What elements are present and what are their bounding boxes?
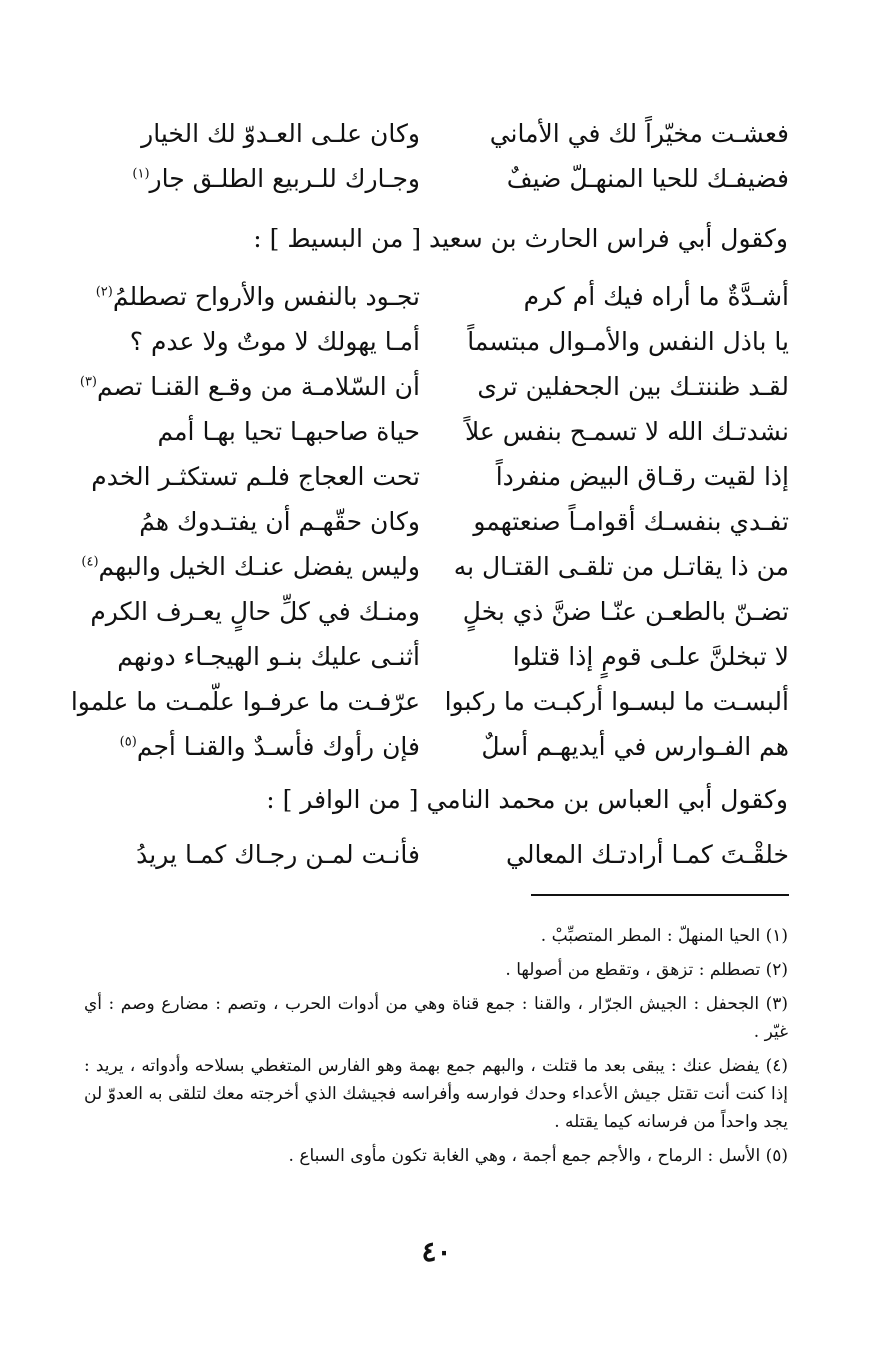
hemistich-text: فأنـت لمـن رجـاك كمـا يريدُ: [136, 840, 420, 869]
hemistich-text: عرّفـت ما عرفـوا علّمـت ما علموا: [70, 687, 420, 716]
verse-second-hemistich: [85, 320, 420, 364]
verse-line: [85, 590, 789, 634]
verse-first-hemistich: إذا لقيت رقـاق البيض منفرداً: [495, 462, 789, 491]
footnote-item: (٣) الجحفل : الجيش الجرّار ، والقنا : جمع قناة وهي من أدوات الحرب ، وتصم : مضارع وصم : أي غيّر .: [84, 994, 788, 1042]
verse-second-hemistich: [85, 725, 420, 769]
hemistich-text: أمـا يهولك لا موتٌ ولا عدم ؟: [129, 327, 420, 356]
footnote-marker: (٣): [79, 374, 97, 390]
footnote-item: (٤) يفضل عنك : يبقى بعد ما قتلت ، والبهم جمع بهمة وهو الفارس المتغطي بسلاحه وأدواته ، يريد : إذا كنت أنت تقتل جيش الأعداء وحدك فوارسه وأفراسه فجيشك الذي أخرجته معك لتلقى به العدوّ لن يجد واحداً من فرسانه كيما يقتله .: [84, 1056, 788, 1132]
verse-first-hemistich: من ذا يقاتـل من تلقـى القتـال به: [453, 552, 789, 581]
hemistich-text: فإن رأوك فأسـدٌ والقنـا أجم: [136, 732, 420, 761]
verse-second-hemistich: [85, 590, 420, 634]
verse-second-hemistich: [79, 365, 420, 409]
verse-line: [85, 112, 789, 156]
verse-line: [85, 275, 789, 319]
footnote-marker: (٥): [119, 734, 137, 750]
hemistich-text: حياة صاحبهـا تحيا بهـا أمم: [157, 417, 420, 446]
verse-second-hemistich: [70, 680, 420, 724]
hemistich-text: ومنـك في كلِّ حالٍ يعـرف الكرم: [90, 597, 420, 626]
footnote-item: (٢) تصطلم : تزهق ، وتقطع من أصولها .: [505, 960, 788, 980]
verse-line: [79, 365, 789, 409]
hemistich-text: أن السّلامـة من وقـع القنـا تصم: [97, 372, 420, 401]
verse-first-hemistich: فعشـت مخيّراً لك في الأماني: [489, 119, 789, 148]
verse-second-hemistich: [85, 635, 420, 679]
hemistich-text: تجـود بالنفس والأرواح تصطلمُ: [112, 282, 420, 311]
verse-line: [85, 725, 789, 769]
verse-first-hemistich: تضـنّ بالطعـن عنّـا ضنَّ ذي بخلٍ: [462, 597, 789, 626]
verse-first-hemistich: نشدتـك الله لا تسمـح بنفس علاً: [465, 417, 789, 446]
verse-second-hemistich: [81, 545, 420, 589]
footnote-item: (٥) الأسل : الرماح ، والأجم جمع أجمة ، وهي الغابة تكون مأوى السباع .: [288, 1146, 788, 1166]
verse-second-hemistich: [85, 410, 420, 454]
poem-introduction: وكقول أبي فراس الحارث بن سعيد [ من البسيط ] :: [253, 224, 788, 253]
hemistich-text: وكان حقّهـم أن يفتـدوك همُ: [139, 507, 420, 536]
hemistich-text: تحت العجاج فلـم تستكثـر الخدم: [91, 462, 420, 491]
verse-first-hemistich: فضيفـك للحيا المنهـلّ ضيفٌ: [506, 164, 789, 193]
verse-line: [85, 500, 789, 544]
verse-first-hemistich: ألبسـت ما لبسـوا أركبـت ما ركبوا: [444, 687, 789, 716]
verse-second-hemistich: [85, 500, 420, 544]
footnote-marker: (٢): [95, 284, 113, 300]
hemistich-text: أثنـى عليك بنـو الهيجـاء دونهم: [117, 642, 420, 671]
poem-introduction: وكقول أبي العباس بن محمد النامي [ من الوافر ] :: [266, 785, 788, 814]
verse-line: [85, 320, 789, 364]
verse-line: [70, 680, 789, 724]
verse-line: [85, 833, 789, 877]
verse-first-hemistich: خلقْـتَ كمـا أرادتـك المعالي: [506, 840, 789, 869]
verse-first-hemistich: لقـد ظننتـك بين الجحفلين ترى: [477, 372, 789, 401]
verse-first-hemistich: يا باذل النفس والأمـوال مبتسماً: [467, 327, 789, 356]
verse-line: [85, 455, 789, 499]
verse-line: [81, 545, 789, 589]
footnote-marker: (٤): [81, 554, 99, 570]
verse-second-hemistich: [85, 275, 420, 319]
verse-second-hemistich: [85, 455, 420, 499]
hemistich-text: وجـارك للـربيع الطلـق جار: [149, 164, 420, 193]
verse-line: [85, 410, 789, 454]
verse-second-hemistich: [85, 112, 420, 156]
footnotes: [84, 922, 788, 1170]
verse-second-hemistich: [85, 157, 420, 201]
verse-second-hemistich: [85, 833, 420, 877]
verse-line: [85, 635, 789, 679]
verse-first-hemistich: لا تبخلنَّ علـى قومٍ إذا قتلوا: [512, 642, 789, 671]
hemistich-text: وليس يفضل عنـك الخيل والبهم: [98, 552, 420, 581]
footnote-item: (١) الحيا المنهلّ : المطر المتصبِّبْ .: [540, 926, 788, 946]
verse-first-hemistich: أشـدَّةٌ ما أراه فيك أم كرم: [523, 282, 789, 311]
footnote-divider: [531, 894, 789, 896]
verse-first-hemistich: تفـدي بنفسـك أقوامـاً صنعتهمو: [473, 507, 789, 536]
verse-line: [85, 157, 789, 201]
verse-first-hemistich: هم الفـوارس في أيديهـم أسلٌ: [481, 732, 789, 761]
page-number: ٤٠: [421, 1235, 452, 1268]
hemistich-text: وكان علـى العـدوّ لك الخيار: [141, 119, 420, 148]
footnote-marker: (١): [132, 166, 150, 182]
